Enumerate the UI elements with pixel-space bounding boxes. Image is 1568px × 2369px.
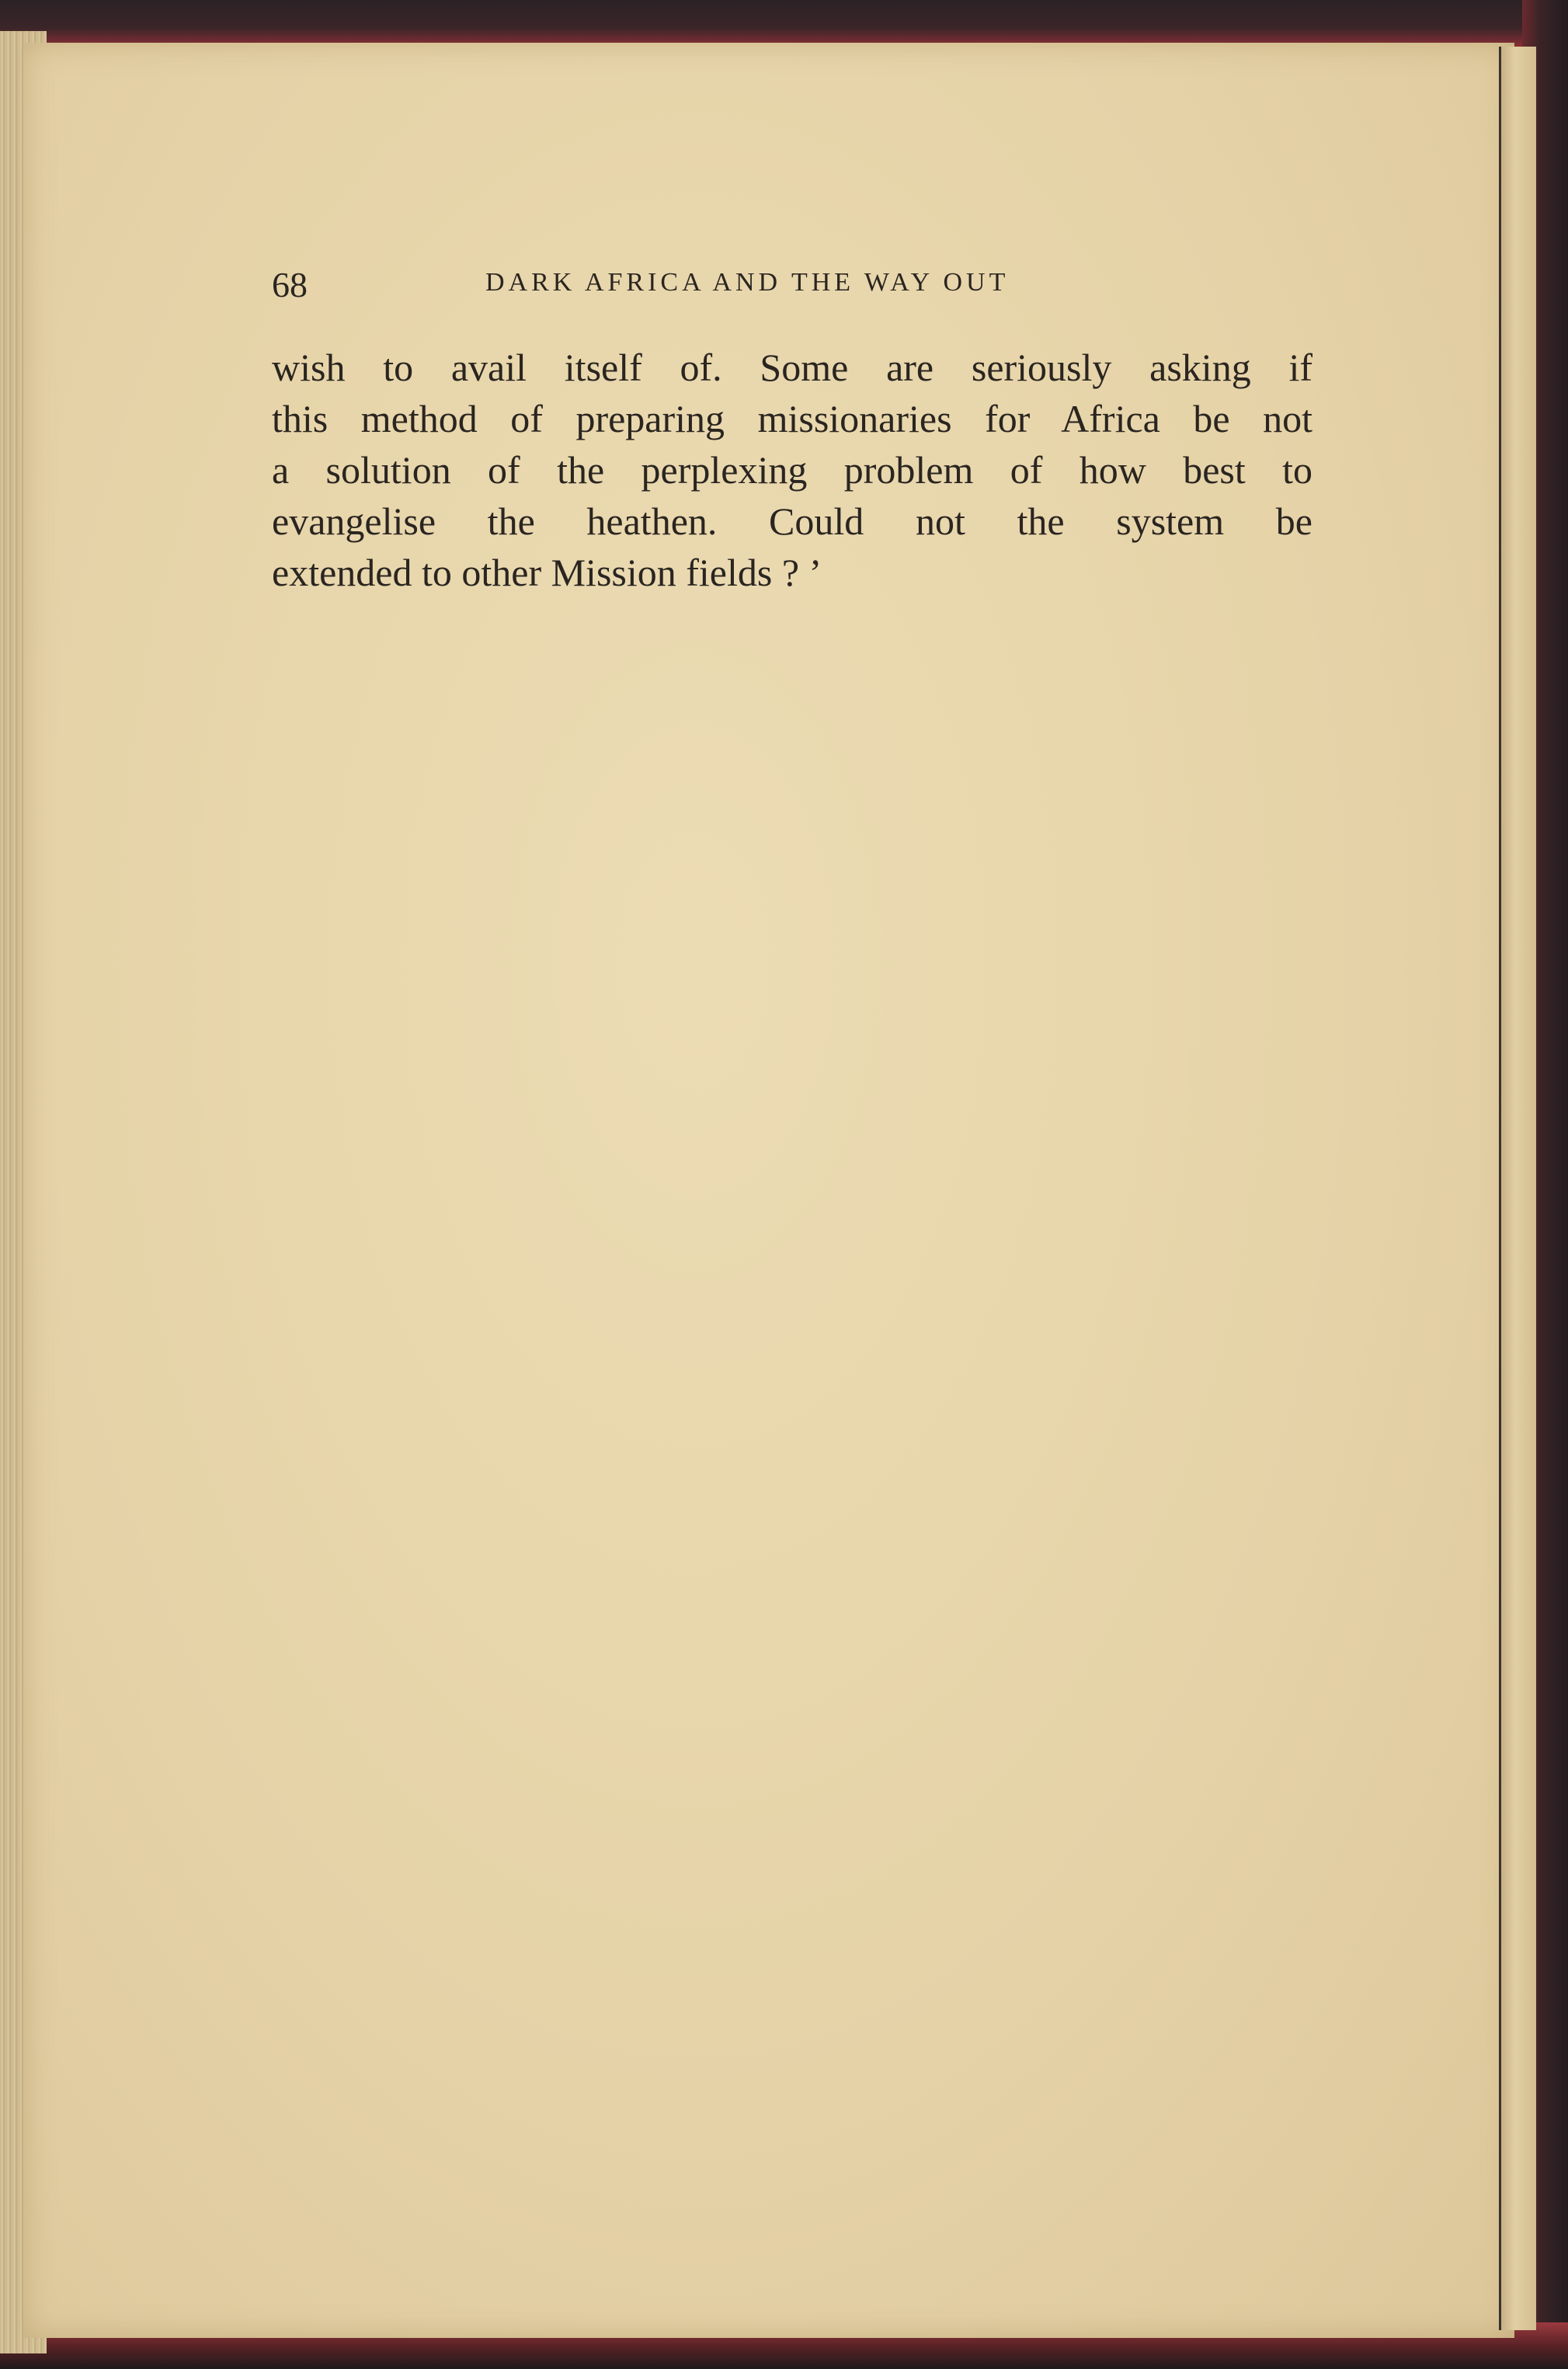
- body-text: [272, 342, 1312, 598]
- text-line: extended to other Mission fields ? ’: [272, 551, 822, 594]
- book-cover-top-edge: [0, 0, 1568, 47]
- page-number: 68: [272, 265, 308, 304]
- text-line: wish to avail itself of. Some are seriously asking if: [272, 346, 1312, 389]
- text-line: this method of preparing missionaries for Africa be not: [272, 397, 1312, 440]
- text-line: evangelise the heathen. Could not the system be: [272, 499, 1312, 543]
- facing-page-edge: [1499, 47, 1536, 2330]
- running-head: DARK AFRICA AND THE WAY OUT: [485, 268, 1010, 297]
- text-line: a solution of the perplexing problem of how best to: [272, 448, 1312, 492]
